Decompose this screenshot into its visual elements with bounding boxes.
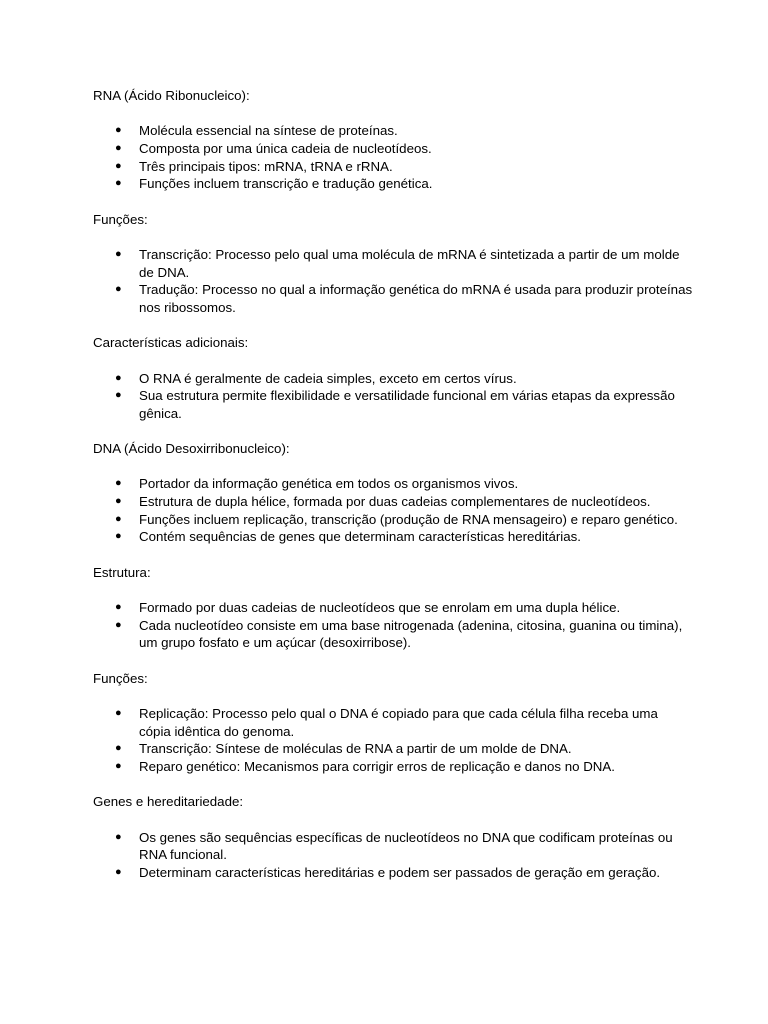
list-item-text: O RNA é geralmente de cadeia simples, exceto em certos vírus. [139,370,517,386]
bullet-icon: ● [115,742,122,755]
section-heading-genes: Genes e hereditariedade: [93,794,244,810]
bullet-icon: ● [115,159,122,172]
list-item [93,705,693,740]
section-heading-estrutura: Estrutura: [93,564,151,580]
list-item-text: Molécula essencial na síntese de proteínas. [139,123,398,139]
list-item-text: Portador da informação genética em todos os organismos vivos. [139,476,519,492]
list-item [93,370,693,388]
bullet-icon: ● [115,177,122,190]
bullet-icon: ● [115,247,122,260]
list-item [93,246,693,281]
section-heading-dna-funcoes: Funções: [93,670,148,686]
list-item [93,493,693,511]
list-item [93,281,693,316]
bullet-icon: ● [115,759,122,772]
list-item [93,175,693,193]
list-item [93,528,693,546]
bullet-icon: ● [115,283,122,296]
list-item-text: Três principais tipos: mRNA, tRNA e rRNA. [139,158,393,174]
list-item-text: Sua estrutura permite flexibilidade e versatilidade funcional em várias etapas da expressão gênica. [139,388,675,421]
list-item-text: Determinam características hereditárias e podem ser passados de geração em geração. [139,864,661,880]
list-item [93,829,693,864]
list-item-text: Contém sequências de genes que determinam características hereditárias. [139,529,581,545]
bullet-icon: ● [115,389,122,402]
list-item-text: Cada nucleotídeo consiste em uma base nitrogenada (adenina, citosina, guanina ou timina), um grupo fosfato e um açúcar (desoxirribose). [139,617,683,651]
bullet-icon: ● [115,601,122,614]
bullet-list-caracteristicas [93,370,693,423]
list-item-text: Funções incluem replicação, transcrição (produção de RNA mensageiro) e reparo genético. [139,511,678,527]
bullet-icon: ● [115,124,122,137]
list-item [93,617,693,652]
bullet-icon: ● [115,371,122,384]
bullet-icon: ● [115,830,122,843]
list-item-text: Transcrição: Processo pelo qual uma molécula de mRNA é sintetizada a partir de um molde de DNA. [139,246,680,280]
bullet-icon: ● [115,707,122,720]
bullet-icon: ● [115,865,122,878]
list-item-text: Os genes são sequências específicas de nucleotídeos no DNA que codificam proteínas ou RNA funcional. [139,829,673,863]
list-item-text: Estrutura de dupla hélice, formada por duas cadeias complementares de nucleotídeos. [139,494,651,510]
bullet-list-dna [93,475,693,545]
list-item [93,511,693,529]
list-item [93,758,693,776]
bullet-icon: ● [115,530,122,543]
list-item-text: Transcrição: Síntese de moléculas de RNA a partir de um molde de DNA. [139,741,572,757]
section-heading-dna: DNA (Ácido Desoxirribonucleico): [93,441,290,457]
bullet-icon: ● [115,477,122,490]
bullet-list-rna-funcoes [93,246,693,316]
list-item-text: Reparo genético: Mecanismos para corrigir erros de replicação e danos no DNA. [139,758,615,774]
list-item-text: Formado por duas cadeias de nucleotídeos que se enrolam em uma dupla hélice. [139,600,621,616]
list-item-text: Funções incluem transcrição e tradução genética. [139,176,433,192]
section-heading-rna: RNA (Ácido Ribonucleico): [93,88,250,103]
bullet-icon: ● [115,618,122,631]
list-item [93,599,693,617]
list-item [93,158,693,176]
document-page [93,87,693,899]
bullet-list-rna [93,122,693,192]
bullet-icon: ● [115,512,122,525]
list-item-text: Composta por uma única cadeia de nucleotídeos. [139,140,432,156]
list-item [93,864,693,882]
list-item [93,740,693,758]
list-item [93,122,693,140]
section-heading-rna-funcoes: Funções: [93,211,148,227]
bullet-icon: ● [115,141,122,154]
list-item [93,387,693,422]
bullet-list-estrutura [93,599,693,652]
list-item [93,140,693,158]
bullet-list-dna-funcoes [93,705,693,775]
bullet-icon: ● [115,495,122,508]
list-item [93,475,693,493]
bullet-list-genes [93,829,693,882]
list-item-text: Replicação: Processo pelo qual o DNA é copiado para que cada célula filha receba uma cópia idêntica do genoma. [139,706,658,739]
section-heading-caracteristicas: Características adicionais: [93,335,249,351]
list-item-text: Tradução: Processo no qual a informação genética do mRNA é usada para produzir proteínas nos ribossomos. [139,282,693,315]
